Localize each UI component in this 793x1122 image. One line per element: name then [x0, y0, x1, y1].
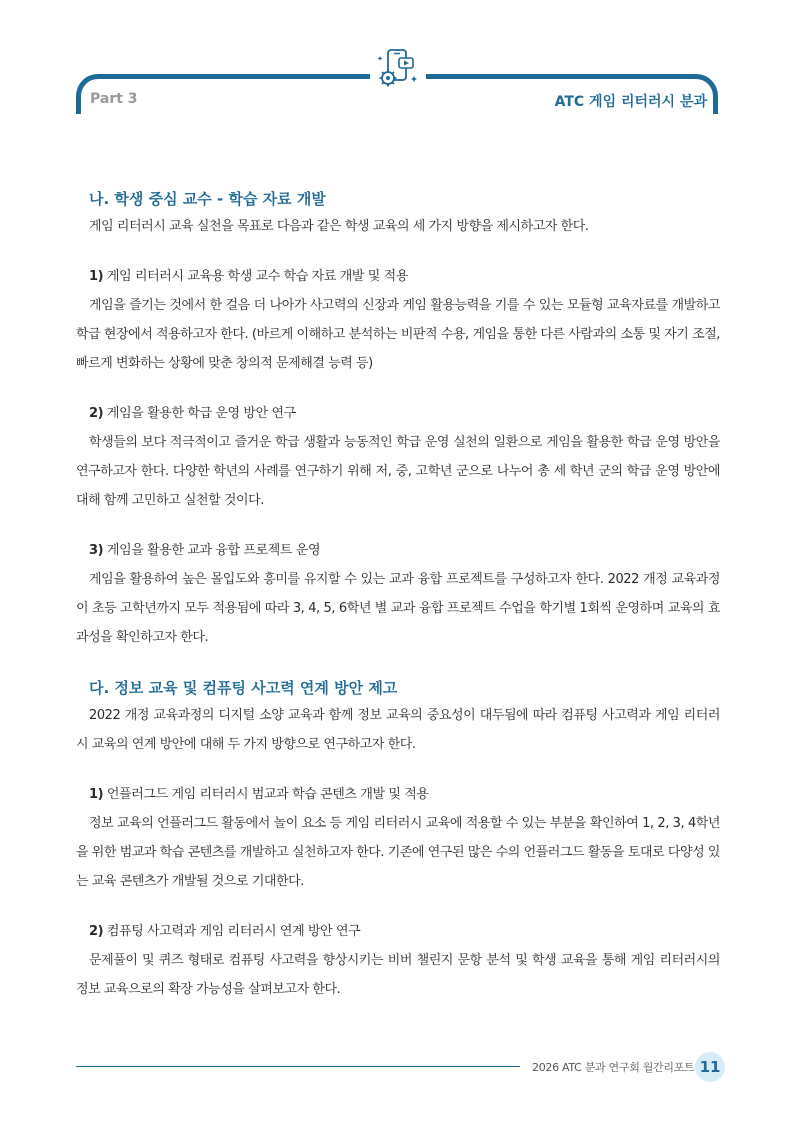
sub-heading-title: 언플러그드 게임 리터러시 범교과 학습 콘텐츠 개발 및 적용	[106, 787, 429, 802]
part-label: Part 3	[90, 91, 138, 107]
section-intro: 게임 리터러시 교육 실천을 목표로 다음과 같은 학생 교육의 세 가지 방향을 제시하고자 한다.	[89, 219, 589, 234]
sub-body: 문제풀이 및 퀴즈 형태로 컴퓨팅 사고력을 향상시키는 비버 챌린지 문항 분석 및 학생 교육을 통해 게임 리터러시의 정보 교육으로의 확장 가능성을 살펴보고자 한다.	[76, 953, 720, 997]
game-phone-gear-icon	[374, 46, 422, 94]
section-label: ATC 게임 리터러시 분과	[554, 94, 707, 110]
sub-heading	[89, 917, 720, 946]
document-body	[76, 186, 720, 1004]
sub-heading	[89, 780, 720, 809]
sub-heading-title: 컴퓨팅 사고력과 게임 리터러시 연계 방안 연구	[106, 924, 361, 939]
sub-body: 게임을 즐기는 것에서 한 걸음 더 나아가 사고력의 신장과 게임 활용능력을 기를 수 있는 모듈형 교육자료를 개발하고 학급 현장에서 적용하고자 한다. (바르게 이해하고 분석하는 비판적 수용, 게임을 통한 다른 사람과의 소통 및 자기 조절, 빠르게 변화하는 상황에 맞춘 창의적 문제해결 능력 등)	[76, 298, 720, 371]
sub-heading-number: 2)	[89, 924, 104, 939]
section-computing-thinking	[76, 675, 720, 1004]
sub-heading-number: 1)	[89, 787, 104, 802]
sub-body: 게임을 활용하여 높은 몰입도와 흥미를 유지할 수 있는 교과 융합 프로젝트를 구성하고자 한다. 2022 개정 교육과정이 초등 고학년까지 모두 적용됨에 따라 3, 4, 5, 6학년 별 교과 융합 프로젝트 수업을 학기별 1회씩 운영하며 교육의 효과성을 확인하고자 한다.	[76, 572, 720, 645]
sub-heading-title: 게임 리터러시 교육용 학생 교수 학습 자료 개발 및 적용	[106, 269, 408, 284]
section-heading: 다. 정보 교육 및 컴퓨팅 사고력 연계 방안 제고	[89, 679, 398, 697]
footer-divider	[76, 1066, 520, 1067]
sub-heading-number: 2)	[89, 406, 104, 421]
sub-body: 정보 교육의 언플러그드 활동에서 놀이 요소 등 게임 리터러시 교육에 적용할 수 있는 부분을 확인하여 1, 2, 3, 4학년을 위한 범교과 학습 콘텐츠를 개발하고 실천하고자 한다. 기존에 연구된 많은 수의 언플러그드 활동을 토대로 다양성 있는 교육 콘텐츠가 개발될 것으로 기대한다.	[76, 816, 720, 889]
page-number-badge: 11	[695, 1052, 725, 1082]
section-spacer	[76, 652, 720, 675]
sub-heading-title: 게임을 활용한 교과 융합 프로젝트 운영	[106, 543, 321, 558]
sub-heading	[89, 262, 720, 291]
section-intro: 2022 개정 교육과정의 디지털 소양 교육과 함께 정보 교육의 중요성이 대두됨에 따라 컴퓨팅 사고력과 게임 리터러시 교육의 연계 방안에 대해 두 가지 방향으로 연구하고자 한다.	[76, 708, 720, 752]
sub-heading-number: 1)	[89, 269, 104, 284]
sub-heading	[89, 536, 720, 565]
sub-heading	[89, 399, 720, 428]
section-student-materials	[76, 186, 720, 652]
sub-body: 학생들의 보다 적극적이고 즐거운 학급 생활과 능동적인 학급 운영 실천의 일환으로 게임을 활용한 학급 운영 방안을 연구하고자 한다. 다양한 학년의 사례를 연구하기 위해 저, 중, 고학년 군으로 나누어 총 세 학년 군의 학급 운영 방안에 대해 함께 고민하고 실천할 것이다.	[76, 435, 720, 508]
sub-heading-title: 게임을 활용한 학급 운영 방안 연구	[106, 406, 296, 421]
section-heading: 나. 학생 중심 교수 - 학습 자료 개발	[89, 190, 326, 208]
sub-heading-number: 3)	[89, 543, 104, 558]
footer-report-title: 2026 ATC 분과 연구회 월간리포트	[532, 1061, 695, 1074]
